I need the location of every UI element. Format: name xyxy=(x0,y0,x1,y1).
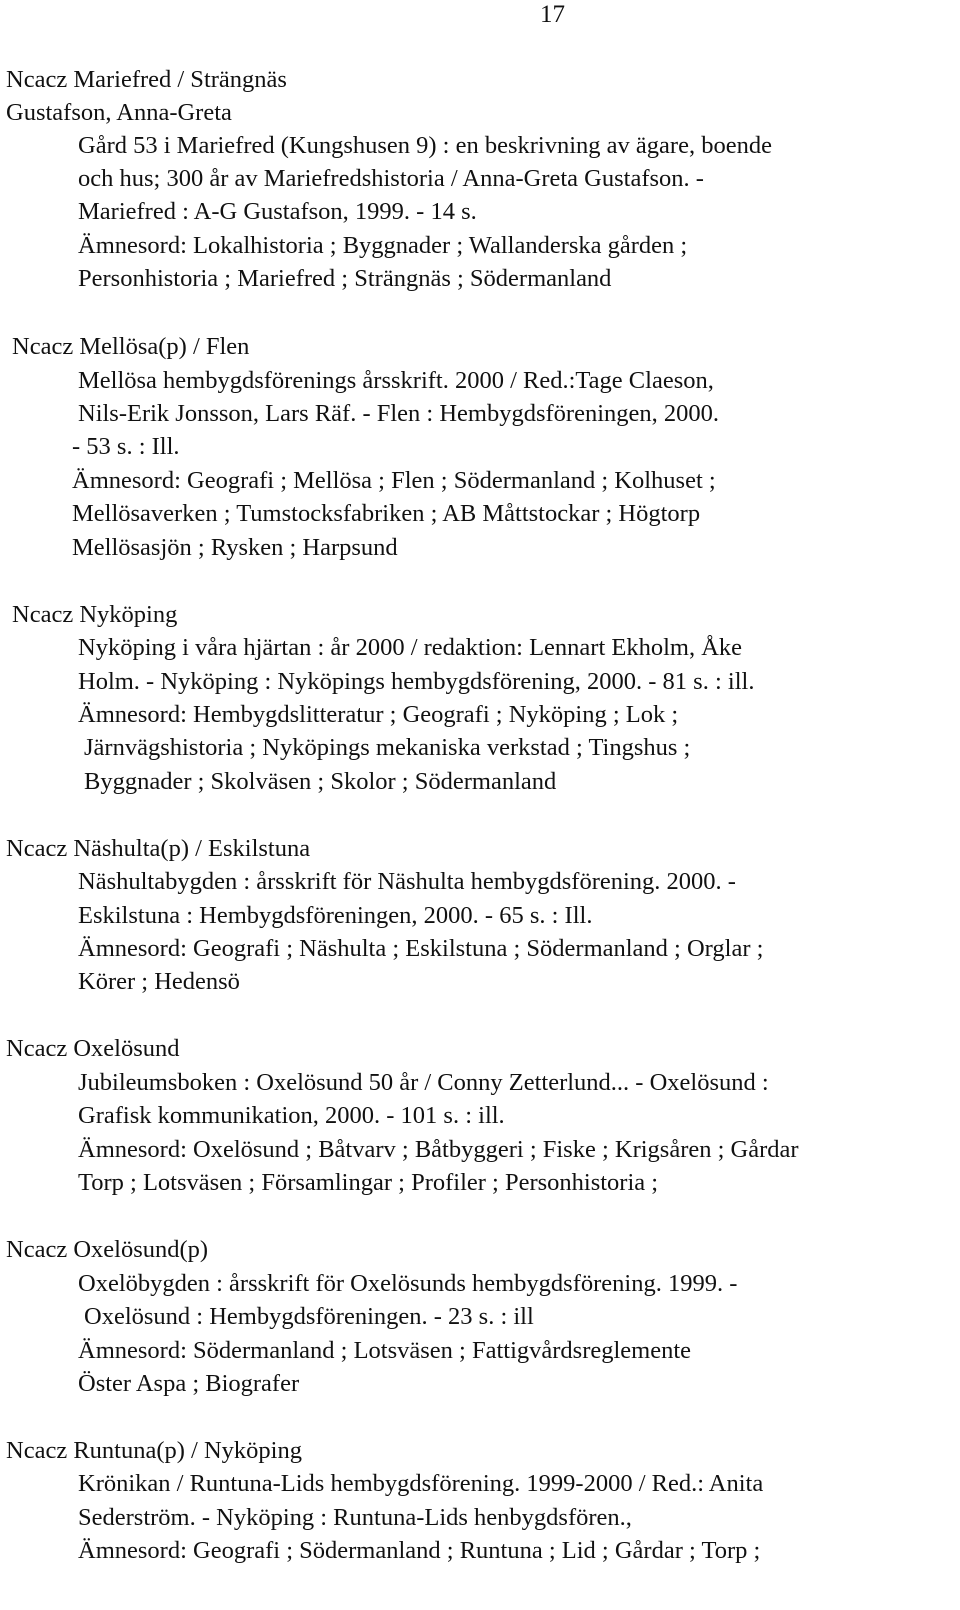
entry-line: Nyköping i våra hjärtan : år 2000 / redaktion: Lennart Ekholm, Åke xyxy=(78,634,743,661)
entry-heading: Ncacz Näshulta(p) / Eskilstuna xyxy=(6,835,311,862)
entry-heading: Ncacz Oxelösund(p) xyxy=(6,1236,209,1263)
entry-subjects: Ämnesord: Hembygdslitteratur ; Geografi ; Nyköping ; Lok ; xyxy=(78,701,679,728)
entry-line: Nils-Erik Jonsson, Lars Räf. - Flen : Hembygdsföreningen, 2000. xyxy=(78,400,719,427)
entry-heading: Ncacz Nyköping xyxy=(12,601,178,628)
entry-subjects: Torp ; Lotsväsen ; Församlingar ; Profiler ; Personhistoria ; xyxy=(78,1169,659,1196)
entry-subjects: Ämnesord: Geografi ; Södermanland ; Runtuna ; Lid ; Gårdar ; Torp ; xyxy=(78,1537,761,1564)
page-number: 17 xyxy=(540,1,565,28)
entry-subjects: Ämnesord: Lokalhistoria ; Byggnader ; Wallanderska gården ; xyxy=(78,232,688,259)
entry-line: Grafisk kommunikation, 2000. - 101 s. : ill. xyxy=(78,1102,505,1129)
entry-subjects: Byggnader ; Skolväsen ; Skolor ; Södermanland xyxy=(84,768,557,795)
entry-heading: Ncacz Mariefred / Strängnäs xyxy=(6,66,287,93)
entry-heading: Ncacz Mellösa(p) / Flen xyxy=(12,333,250,360)
entry-subjects: Järnvägshistoria ; Nyköpings mekaniska verkstad ; Tingshus ; xyxy=(84,734,691,761)
entry-author: Gustafson, Anna-Greta xyxy=(6,99,232,126)
entry-line: Eskilstuna : Hembygdsföreningen, 2000. - 65 s. : Ill. xyxy=(78,902,593,929)
entry-line: Krönikan / Runtuna-Lids hembygdsförening. 1999-2000 / Red.: Anita xyxy=(78,1470,764,1497)
entry-line: Oxelöbygden : årsskrift för Oxelösunds hembygdsförening. 1999. - xyxy=(78,1270,738,1297)
entry-line: Mellösa hembygdsförenings årsskrift. 2000 / Red.:Tage Claeson, xyxy=(78,367,714,394)
entry-subjects: Ämnesord: Geografi ; Näshulta ; Eskilstuna ; Södermanland ; Orglar ; xyxy=(78,935,764,962)
entry-line: Näshultabygden : årsskrift för Näshulta hembygdsförening. 2000. - xyxy=(78,868,736,895)
entry-subjects: Ämnesord: Södermanland ; Lotsväsen ; Fattigvårdsreglemente xyxy=(78,1337,692,1364)
entry-line: och hus; 300 år av Mariefredshistoria / Anna-Greta Gustafson. - xyxy=(78,165,704,192)
entry-line: Mariefred : A-G Gustafson, 1999. - 14 s. xyxy=(78,198,477,225)
entry-subjects: Mellösaverken ; Tumstocksfabriken ; AB Måttstockar ; Högtorp xyxy=(72,500,701,527)
entry-subjects: Mellösasjön ; Rysken ; Harpsund xyxy=(72,534,398,561)
entry-heading: Ncacz Runtuna(p) / Nyköping xyxy=(6,1437,302,1464)
entry-line: Sederström. - Nyköping : Runtuna-Lids henbygdsfören., xyxy=(78,1504,632,1531)
entry-heading: Ncacz Oxelösund xyxy=(6,1035,180,1062)
entry-line: Holm. - Nyköping : Nyköpings hembygdsförening, 2000. - 81 s. : ill. xyxy=(78,668,755,695)
entry-subjects: Ämnesord: Geografi ; Mellösa ; Flen ; Södermanland ; Kolhuset ; xyxy=(72,467,716,494)
entry-subjects: Körer ; Hedensö xyxy=(78,968,240,995)
entry-line: Jubileumsboken : Oxelösund 50 år / Conny Zetterlund... - Oxelösund : xyxy=(78,1069,769,1096)
entry-subjects: Personhistoria ; Mariefred ; Strängnäs ; Södermanland xyxy=(78,265,612,292)
entry-line: Oxelösund : Hembygdsföreningen. - 23 s. : ill xyxy=(84,1303,534,1330)
entry-line: Gård 53 i Mariefred (Kungshusen 9) : en beskrivning av ägare, boende xyxy=(78,132,772,159)
entry-subjects: Ämnesord: Oxelösund ; Båtvarv ; Båtbyggeri ; Fiske ; Krigsåren ; Gårdar xyxy=(78,1136,799,1163)
entry-subjects: Öster Aspa ; Biografer xyxy=(78,1370,300,1397)
entry-line: - 53 s. : Ill. xyxy=(72,433,180,460)
